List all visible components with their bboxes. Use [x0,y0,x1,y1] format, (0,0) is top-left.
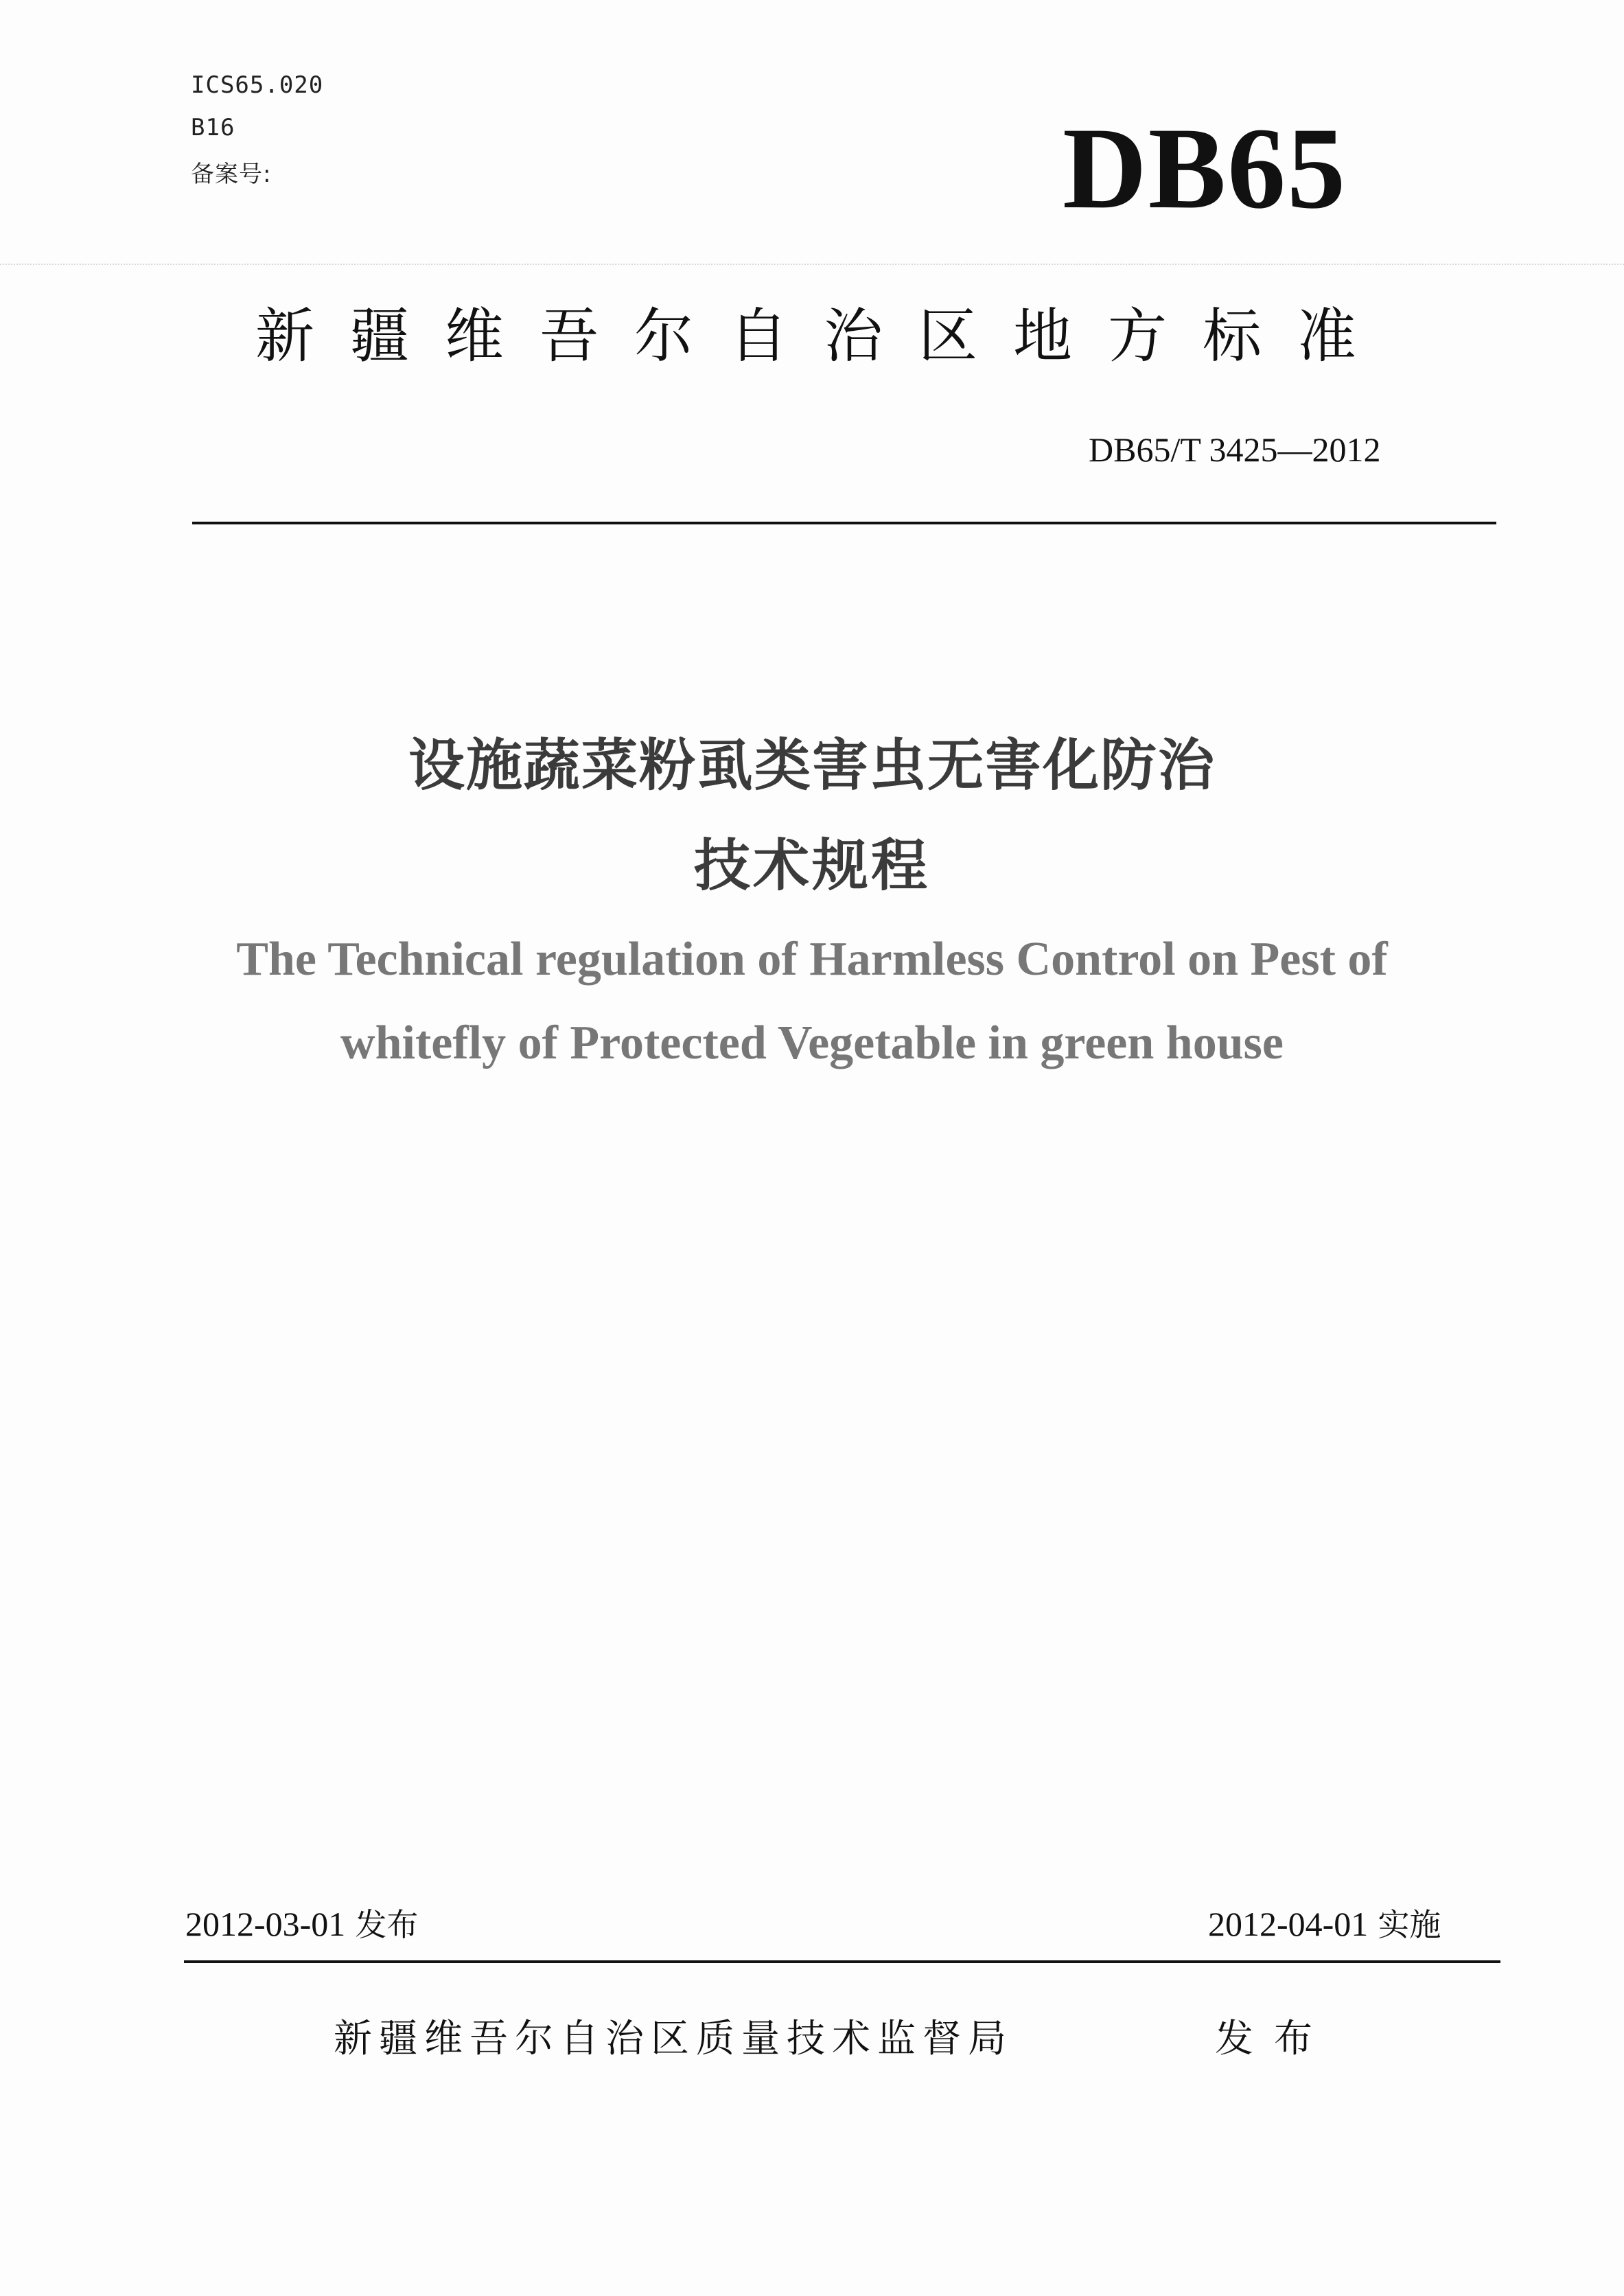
standard-category: 新疆维吾尔自治区地方标准 [255,302,1392,371]
issuing-authority: 新疆维吾尔自治区质量技术监督局 [334,2017,1013,2061]
top-divider [192,522,1496,524]
title-en-line1: The Technical regulation of Harmless Control on Pest of [236,933,1388,986]
effective-label: 实施 [1378,1906,1441,1943]
title-cn-line1: 设施蔬菜粉虱类害虫无害化防治 [408,733,1216,798]
classification-code: B16 [191,114,235,141]
issue-date-line [185,1900,418,1945]
registration-label: 备案号: [191,161,272,188]
effective-date-line [1208,1900,1441,1945]
effective-date: 2012-04-01 [1208,1905,1369,1943]
issuing-action: 发布 [1215,2017,1333,2061]
ics-code: ICS65.020 [191,71,324,99]
issue-date: 2012-03-01 [185,1905,346,1943]
standard-logo: DB65 [1063,104,1347,233]
scan-edge-line [0,264,1624,265]
standard-number: DB65/T 3425—2012 [1089,430,1381,469]
bottom-divider [184,1960,1500,1963]
title-cn-line2: 技术规程 [693,833,930,898]
title-en-line2: whitefly of Protected Vegetable in green house [340,1017,1284,1069]
issue-label: 发布 [355,1906,419,1943]
